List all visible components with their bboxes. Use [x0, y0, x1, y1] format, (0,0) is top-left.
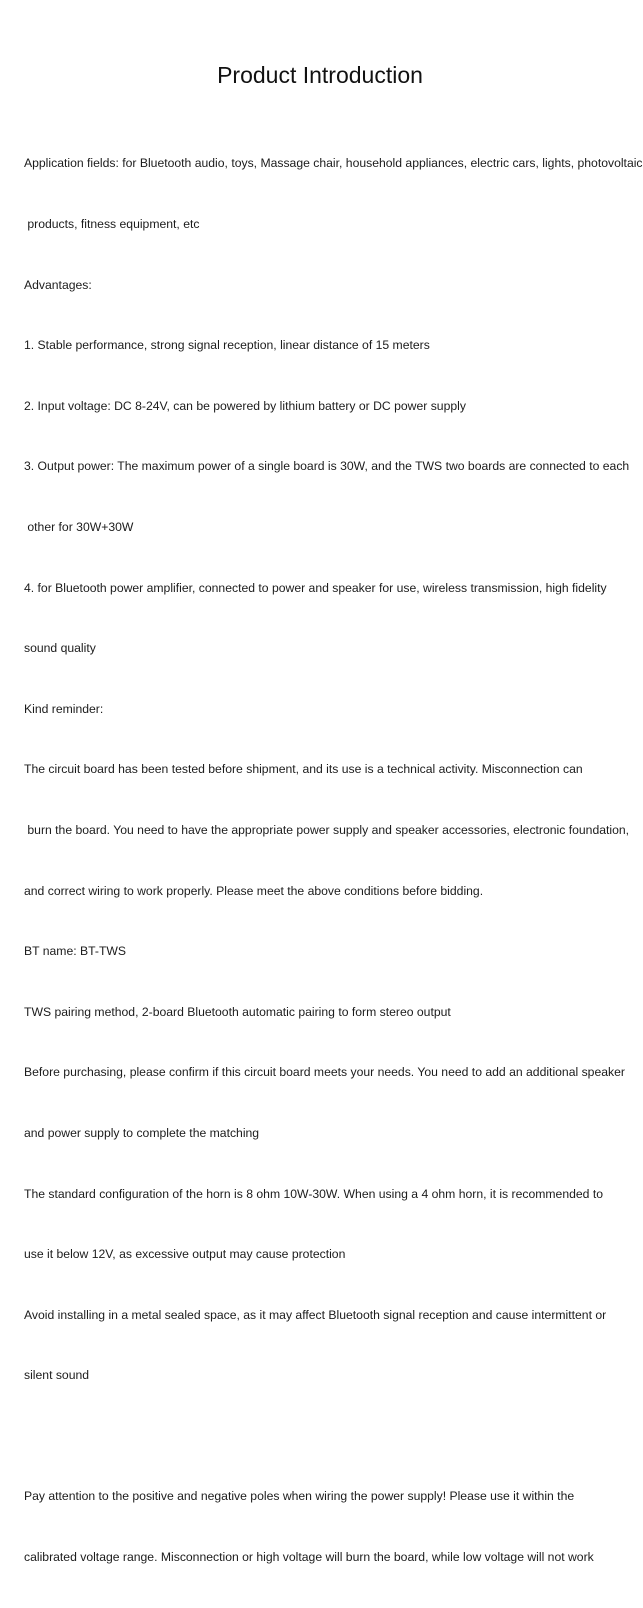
text-line: products, fitness equipment, etc	[24, 217, 200, 231]
advantage-item: 3. Output power: The maximum power of a single board is 30W, and the TWS two boards are connected to each	[24, 459, 630, 474]
product-description	[24, 113, 643, 1608]
advantage-item: 1. Stable performance, strong signal reception, linear distance of 15 meters	[24, 338, 430, 353]
text-line: Avoid installing in a metal sealed space, as it may affect Bluetooth signal reception and cause intermittent or	[24, 1307, 607, 1322]
text-line: The circuit board has been tested before shipment, and its use is a technical activity. Misconnection can	[24, 762, 583, 777]
bt-name-line: BT name: BT-TWS	[24, 944, 127, 959]
section-heading-advantages: Advantages:	[24, 277, 92, 292]
text-line: TWS pairing method, 2-board Bluetooth automatic pairing to form stereo output	[24, 1004, 451, 1019]
text-line: silent sound	[24, 1368, 90, 1383]
text-line: The standard configuration of the horn is 8 ohm 10W-30W. When using a 4 ohm horn, it is recommended to	[24, 1186, 603, 1201]
text-line: Application fields: for Bluetooth audio, toys, Massage chair, household appliances, electric cars, lights, photovoltaic	[24, 156, 643, 171]
text-line: and correct wiring to work properly. Please meet the above conditions before bidding.	[24, 883, 484, 898]
warning-line: Pay attention to the positive and negative poles when wiring the power supply! Please use it within the	[24, 1489, 575, 1504]
advantage-item: sound quality	[24, 641, 96, 656]
text-line: use it below 12V, as excessive output may cause protection	[24, 1247, 346, 1262]
blank-line	[24, 1426, 624, 1446]
text-line: burn the board. You need to have the appropriate power supply and speaker accessories, electronic foundation,	[24, 822, 630, 837]
advantage-item: other for 30W+30W	[24, 519, 134, 534]
advantage-item: 4. for Bluetooth power amplifier, connected to power and speaker for use, wireless transmission, high fidelity	[24, 580, 607, 595]
warning-line: calibrated voltage range. Misconnection or high voltage will burn the board, while low voltage will not work	[24, 1550, 594, 1565]
page-title: Product Introduction	[217, 62, 423, 88]
text-line: and power supply to complete the matching	[24, 1125, 260, 1140]
text-line: Before purchasing, please confirm if this circuit board meets your needs. You need to add an additional speaker	[24, 1065, 625, 1080]
advantage-item: 2. Input voltage: DC 8-24V, can be powered by lithium battery or DC power supply	[24, 398, 466, 413]
section-heading-kind-reminder: Kind reminder:	[24, 701, 104, 716]
